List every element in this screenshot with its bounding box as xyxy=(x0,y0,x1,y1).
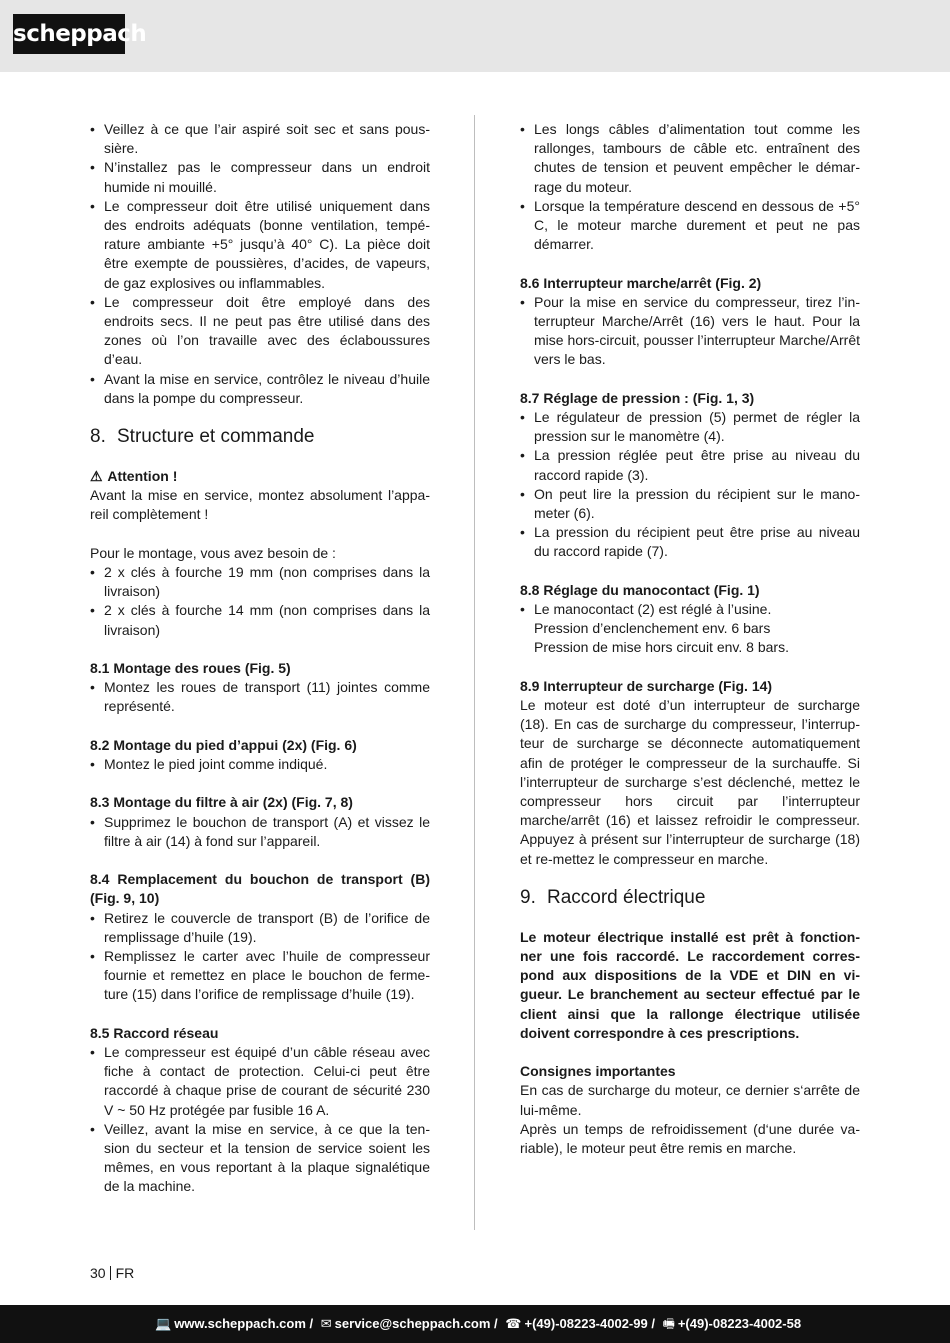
list-item: • Retirez le couvercle de transport (B) de l’orifice de remplissage d’huile (19). xyxy=(90,909,430,947)
subsection-8-5-title: 8.5 Raccord réseau xyxy=(90,1024,219,1041)
subsection-8-9-text: Le moteur est doté d’un interrupteur de surcharge (18). En cas de surcharge du compresseur, l’interrup-teur de surcharge se déconnecte automatiquement afin de protéger le compresseur de la surchauffe. Si l’interrupteur de surcharge s’est déclenché, mettez le compresseur hors circuit par l’interrupteur marche/arrêt (16) et laissez refroidir le compresseur. Appuyez à présent sur l’interrupteur de surcharge (18) et re-mettez le compresseur en marche. xyxy=(520,697,860,867)
phone-icon: ☎ xyxy=(505,1316,522,1331)
important-notes-text-2: Après un temps de refroidissement (d‘une durée va-riable), le moteur peut être remis en marche. xyxy=(520,1120,860,1157)
list-item: • Les longs câbles d’alimentation tout comme les rallonges, tambours de câble etc. entraînent des chutes de tension et peuvent empêcher le démar-rage du moteur. xyxy=(520,120,860,197)
right-column xyxy=(520,120,860,1158)
intro-bullet-list xyxy=(90,120,430,408)
subsection-8-7-list xyxy=(520,408,860,562)
section-8-heading: 8. Structure et commande xyxy=(90,426,315,448)
phone-number: +(49)-08223-4002-99 / xyxy=(524,1316,655,1331)
list-item: • Le compresseur doit être utilisé uniquement dans des endroits adéquats (bonne ventilation, tempé-rature ambiante +5° jusqu’à 40° C). La pièce doit être exempte de poussières, d’acides, de vapeurs, de gaz explosives ou inflammables. xyxy=(90,197,430,293)
subsection-8-2-list xyxy=(90,755,430,774)
contact-footer-bar xyxy=(0,1305,950,1343)
subsection-8-6-list xyxy=(520,293,860,370)
montage-intro: Pour le montage, vous avez besoin de : xyxy=(90,544,336,561)
mail-icon: ✉ xyxy=(320,1316,332,1331)
attention-heading: ⚠ Attention ! xyxy=(90,467,430,486)
subsection-8-7-title: 8.7 Réglage de pression : (Fig. 1, 3) xyxy=(520,389,755,406)
list-item: • On peut lire la pression du récipient sur le mano-meter (6). xyxy=(520,485,860,523)
subsection-8-3-list xyxy=(90,813,430,851)
subsection-8-9-title: 8.9 Interrupteur de surcharge (Fig. 14) xyxy=(520,677,773,694)
list-item: • Le régulateur de pression (5) permet de régler la pression sur le manomètre (4). xyxy=(520,408,860,446)
list-item: • Le compresseur est équipé d’un câble réseau avec fiche à contact de protection. Celui-ci peut être raccordé à chaque prise de courant de sécurité 230 V ~ 50 Hz protégée par fusible 16 A. xyxy=(90,1043,430,1120)
warning-icon: ⚠ xyxy=(90,468,103,485)
list-item: • Montez le pied joint comme indiqué. xyxy=(90,755,430,774)
left-column xyxy=(90,120,430,1197)
subsection-8-4-list xyxy=(90,909,430,1005)
list-item: • Avant la mise en service, contrôlez le niveau d’huile dans la pompe du compresseur. xyxy=(90,370,430,408)
brand-logo: scheppach xyxy=(13,14,125,54)
subsection-8-2-title: 8.2 Montage du pied d’appui (2x) (Fig. 6) xyxy=(90,736,357,753)
list-item: • Lorsque la température descend en dessous de +5° C, le moteur marche durement et peut ne pas démarrer. xyxy=(520,197,860,255)
computer-icon: 💻 xyxy=(155,1316,172,1331)
list-item: • Le compresseur doit être employé dans des endroits secs. Il ne peut pas être utilisé dans des zones où l’on travaille avec des éclaboussures d’eau. xyxy=(90,293,430,370)
attention-text: Avant la mise en service, montez absolument l’appa-reil complètement ! xyxy=(90,487,430,523)
list-item: • 2 x clés à fourche 19 mm (non comprises dans la livraison) xyxy=(90,563,430,601)
list-item: • Le manocontact (2) est réglé à l’usine. xyxy=(520,600,860,619)
important-notes-title: Consignes importantes xyxy=(520,1063,676,1080)
list-item: • Pour la mise en service du compresseur, tirez l’in-terrupteur Marche/Arrêt (16) vers le haut. Pour la mise hors-circuit, pousser l’interrupteur Marche/Arrêt vers le bas. xyxy=(520,293,860,370)
list-item: • Remplissez le carter avec l’huile de compresseur fournie et remettez en place le bouchon de ferme-ture (15) dans l’orifice de remplissage d’huile (19). xyxy=(90,947,430,1005)
list-item: • La pression réglée peut être prise au niveau du raccord rapide (3). xyxy=(520,446,860,484)
fax-number: +(49)-08223-4002-58 xyxy=(677,1316,802,1331)
list-item: • Supprimez le bouchon de transport (A) et vissez le filtre à air (14) à fond sur l’appareil. xyxy=(90,813,430,851)
subsection-8-5-list xyxy=(90,1043,430,1197)
subsection-8-4-title: 8.4 Remplacement du bouchon de transport (B) (Fig. 9, 10) xyxy=(90,871,430,907)
column-divider xyxy=(474,115,475,1230)
subsection-8-3-title: 8.3 Montage du filtre à air (2x) (Fig. 7, 8) xyxy=(90,794,353,811)
website-link[interactable]: www.scheppach.com / xyxy=(174,1316,314,1331)
subsection-8-8-list xyxy=(520,600,860,619)
tools-list xyxy=(90,563,430,640)
subsection-8-1-list xyxy=(90,678,430,716)
list-item: • 2 x clés à fourche 14 mm (non comprises dans la livraison) xyxy=(90,601,430,639)
pressure-on-line: Pression d’enclenchement env. 6 bars xyxy=(534,620,771,637)
important-notes-text-1: En cas de surcharge du moteur, ce dernier s‘arrête de lui-même. xyxy=(520,1082,860,1118)
list-item: • N’installez pas le compresseur dans un endroit humide ni mouillé. xyxy=(90,158,430,196)
list-item: • Montez les roues de transport (11) jointes comme représenté. xyxy=(90,678,430,716)
subsection-8-8-title: 8.8 Réglage du manocontact (Fig. 1) xyxy=(520,581,760,598)
list-item: • La pression du récipient peut être prise au niveau du raccord rapide (7). xyxy=(520,523,860,561)
subsection-8-6-title: 8.6 Interrupteur marche/arrêt (Fig. 2) xyxy=(520,274,762,291)
pressure-off-line: Pression de mise hors circuit env. 8 bars. xyxy=(534,639,789,656)
subsection-8-1-title: 8.1 Montage des roues (Fig. 5) xyxy=(90,660,291,677)
continued-bullet-list xyxy=(520,120,860,254)
page-number: 30 FR xyxy=(90,1265,135,1281)
separator xyxy=(110,1266,111,1280)
section-9-bold-text: Le moteur électrique installé est prêt à fonction-ner une fois raccordé. Le raccordement corres-pond aux dispositions de la VDE et DIN en vi-gueur. Le branchement au secteur effectué par le client ainsi que la rallonge électrique utilisée doivent correspondre à ces prescriptions. xyxy=(520,928,860,1041)
email-link[interactable]: service@scheppach.com / xyxy=(334,1316,498,1331)
fax-icon: 🖷 xyxy=(662,1316,675,1331)
list-item: • Veillez à ce que l’air aspiré soit sec et sans pous-sière. xyxy=(90,120,430,158)
list-item: • Veillez, avant la mise en service, à ce que la ten-sion du secteur et la tension de service soient les mêmes, en vous reportant à la plaque signalétique de la machine. xyxy=(90,1120,430,1197)
header-band xyxy=(0,0,950,72)
section-9-heading: 9. Raccord électrique xyxy=(520,886,706,908)
